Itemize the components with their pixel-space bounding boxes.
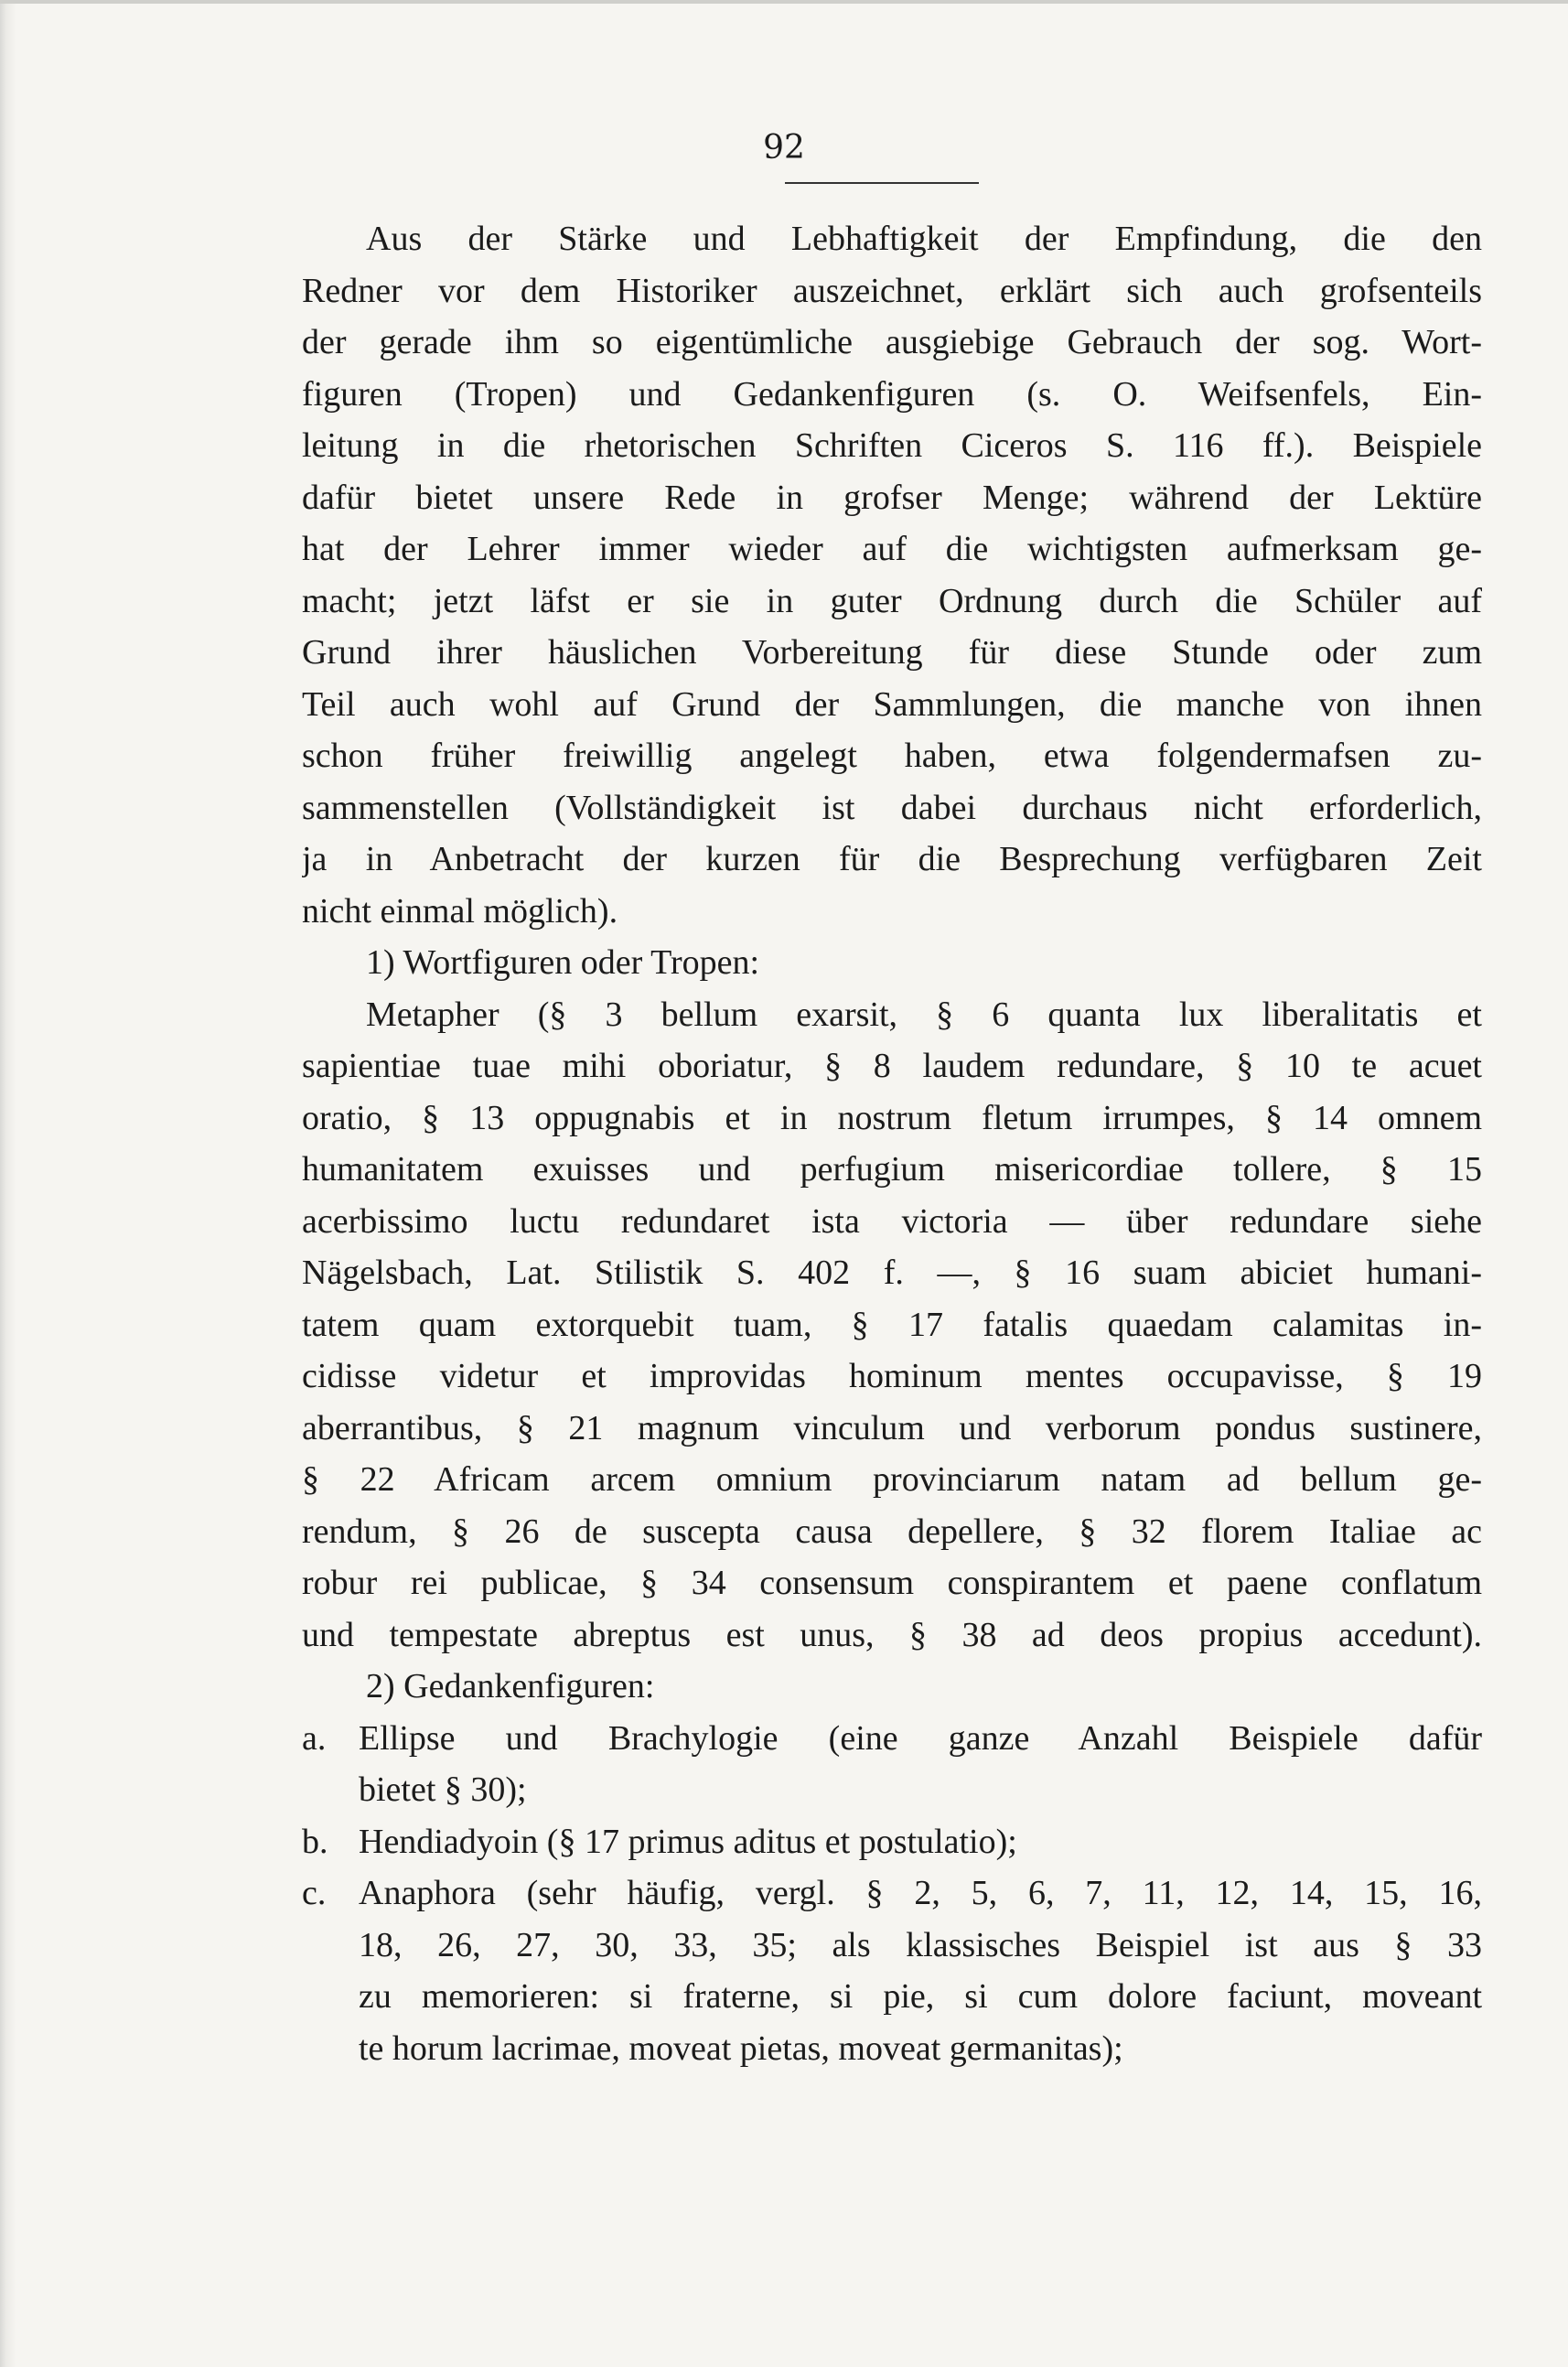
text-line: ja in Anbetracht der kurzen für die Besprechung verfügbaren Zeit (302, 840, 1482, 878)
text-line: sammenstellen (Vollständigkeit ist dabei durchaus nicht erforderlich, (302, 788, 1482, 827)
text-line: Grund ihrer häuslichen Vorbereitung für diese Stunde oder zum (302, 633, 1482, 672)
text-line: Redner vor dem Historiker auszeichnet, erklärt sich auch grofsenteils (302, 271, 1482, 310)
list-marker: b. (302, 1822, 328, 1861)
text-line: dafür bietet unsere Rede in grofser Menge; während der Lektüre (302, 478, 1482, 517)
text-line: sapientiae tuae mihi oboriatur, § 8 laudem redundare, § 10 te acuet (302, 1047, 1482, 1085)
text-line: Teil auch wohl auf Grund der Sammlungen, die manche von ihnen (302, 684, 1482, 724)
text-line: Metapher (§ 3 bellum exarsit, § 6 quanta lux liberalitatis et (366, 995, 1482, 1034)
text-line: Aus der Stärke und Lebhaftigkeit der Empfindung, die den (366, 220, 1482, 258)
text-line: hat der Lehrer immer wieder auf die wichtigsten aufmerksam ge- (302, 530, 1482, 568)
text-line: und tempestate abreptus est unus, § 38 ad deos propius accedunt). (302, 1615, 1482, 1654)
text-line: figuren (Tropen) und Gedankenfiguren (s. O. Weifsenfels, Ein- (302, 374, 1482, 414)
text-line: oratio, § 13 oppugnabis et in nostrum fletum irrumpes, § 14 omnem (302, 1098, 1482, 1137)
text-line: robur rei publicae, § 34 consensum conspirantem et paene conflatum (302, 1564, 1482, 1602)
list-item-c: c. Anaphora (sehr häufig, vergl. § 2, 5, 6, 7, 11, 12, 14, 15, 16, (302, 1867, 1482, 1920)
page-top-edge (0, 0, 1568, 4)
list-item-a: a. Ellipse und Brachylogie (eine ganze Anzahl Beispiele dafür (302, 1713, 1482, 1765)
text-line: § 22 Africam arcem omnium provinciarum natam ad bellum ge- (302, 1460, 1482, 1499)
page-number: 92 (763, 129, 805, 167)
text-line: nicht einmal möglich). (302, 891, 618, 931)
page-body (302, 213, 1482, 2074)
section-heading-thought-figures: 2) Gedankenfiguren: (366, 1667, 655, 1705)
page-number-rule (785, 182, 979, 184)
text-line: cidisse videtur et improvidas hominum mentes occupavisse, § 19 (302, 1357, 1482, 1395)
section-heading-word-figures: 1) Wortfiguren oder Tropen: (366, 943, 760, 982)
text-line: bietet § 30); (359, 1770, 527, 1809)
page-binding-edge (0, 0, 16, 2367)
list-marker: c. (302, 1874, 327, 1912)
text-line: humanitatem exuisses und perfugium misericordiae tollere, § 15 (302, 1150, 1482, 1189)
list-item-b: b. Hendiadyoin (§ 17 primus aditus et postulatio); (302, 1816, 1482, 1868)
text-line: tatem quam extorquebit tuam, § 17 fatalis quaedam calamitas in- (302, 1305, 1482, 1344)
list-marker: a. (302, 1718, 327, 1758)
text-line: leitung in die rhetorischen Schriften Ciceros S. 116 ff.). Beispiele (302, 426, 1482, 465)
text-line: acerbissimo luctu redundaret ista victoria — über redundare siehe (302, 1201, 1482, 1241)
text-line: zu memorieren: si fraterne, si pie, si cum dolore faciunt, moveant (359, 1977, 1482, 2016)
text-line: macht; jetzt läfst er sie in guter Ordnung durch die Schüler auf (302, 581, 1482, 620)
text-line: schon früher freiwillig angelegt haben, etwa folgendermafsen zu- (302, 737, 1482, 775)
text-line: 18, 26, 27, 30, 33, 35; als klassisches Beispiel ist aus § 33 (359, 1925, 1482, 1964)
text-line: Nägelsbach, Lat. Stilistik S. 402 f. —, § 16 suam abiciet humani- (302, 1253, 1482, 1292)
text-line: rendum, § 26 de suscepta causa depellere, § 32 florem Italiae ac (302, 1512, 1482, 1551)
text-line: aberrantibus, § 21 magnum vinculum und verborum pondus sustinere, (302, 1408, 1482, 1447)
text-line: te horum lacrimae, moveat pietas, moveat germanitas); (359, 2028, 1123, 2068)
text-line: der gerade ihm so eigentümliche ausgiebige Gebrauch der sog. Wort- (302, 323, 1482, 361)
